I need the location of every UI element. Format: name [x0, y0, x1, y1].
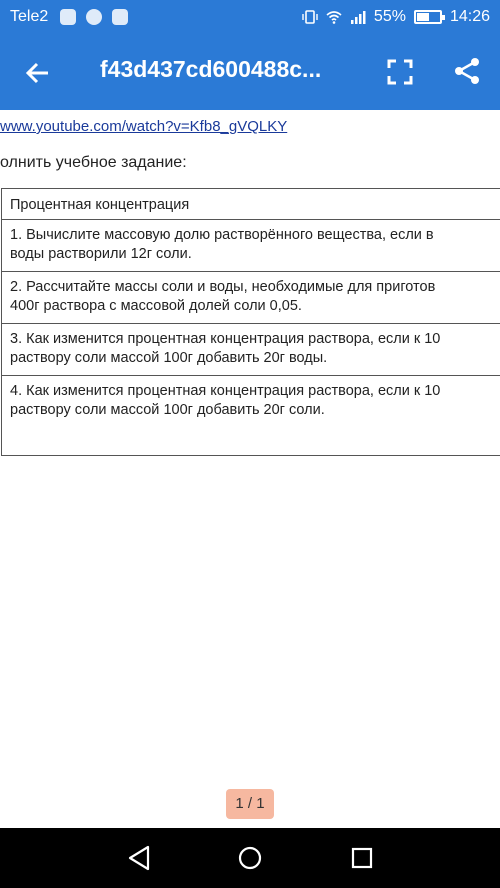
carrier-name: Tele2 [10, 8, 49, 25]
signal-icon [350, 9, 366, 25]
row-text-line: 2. Рассчитайте массы соли и воды, необходимые для приготов [10, 279, 436, 295]
youtube-link[interactable]: www.youtube.com/watch?v=Kfb8_gVQLKY [0, 118, 288, 135]
nav-home-icon[interactable] [236, 844, 264, 872]
notification-icon [60, 9, 76, 25]
status-bar [0, 0, 500, 34]
clock: 14:26 [449, 8, 490, 25]
vibrate-icon [302, 9, 318, 25]
nav-recent-icon[interactable] [348, 844, 376, 872]
back-arrow-icon[interactable] [22, 58, 52, 88]
fullscreen-icon[interactable] [386, 58, 414, 86]
navigation-bar [0, 828, 500, 888]
row-text-line: 1. Вычислите массовую долю растворённого вещества, если в [10, 227, 434, 243]
battery-icon [414, 10, 442, 24]
intro-text: олнить учебное задание: [0, 154, 187, 171]
row-text-line: раствору соли массой 100г добавить 20г соли. [10, 402, 325, 418]
table-header: Процентная концентрация [10, 197, 190, 213]
document-page[interactable] [0, 110, 500, 828]
row-text-line: 400г раствора с массовой долей соли 0,05. [10, 298, 302, 314]
table-row [2, 219, 500, 271]
row-text-line: 3. Как изменится процентная концентрация раствора, если к 10 [10, 331, 441, 347]
download-notification-icon [112, 9, 128, 25]
row-text-line: воды растворили 12г соли. [10, 246, 192, 262]
share-icon[interactable] [452, 56, 482, 86]
table-row [2, 323, 500, 375]
notification-icon [86, 9, 102, 25]
document-title: f43d437cd600488c... [100, 56, 322, 82]
nav-back-icon[interactable] [126, 844, 154, 872]
status-right [302, 8, 490, 26]
wifi-icon [326, 9, 342, 25]
battery-percent: 55% [373, 8, 406, 25]
table-row [2, 375, 500, 455]
row-text-line: раствору соли массой 100г добавить 20г воды. [10, 350, 328, 366]
table-row [2, 271, 500, 323]
page-indicator: 1 / 1 [226, 789, 274, 819]
battery-fill [417, 13, 429, 21]
app-bar [0, 34, 500, 110]
task-table [1, 188, 500, 456]
row-text-line: 4. Как изменится процентная концентрация раствора, если к 10 [10, 383, 441, 399]
